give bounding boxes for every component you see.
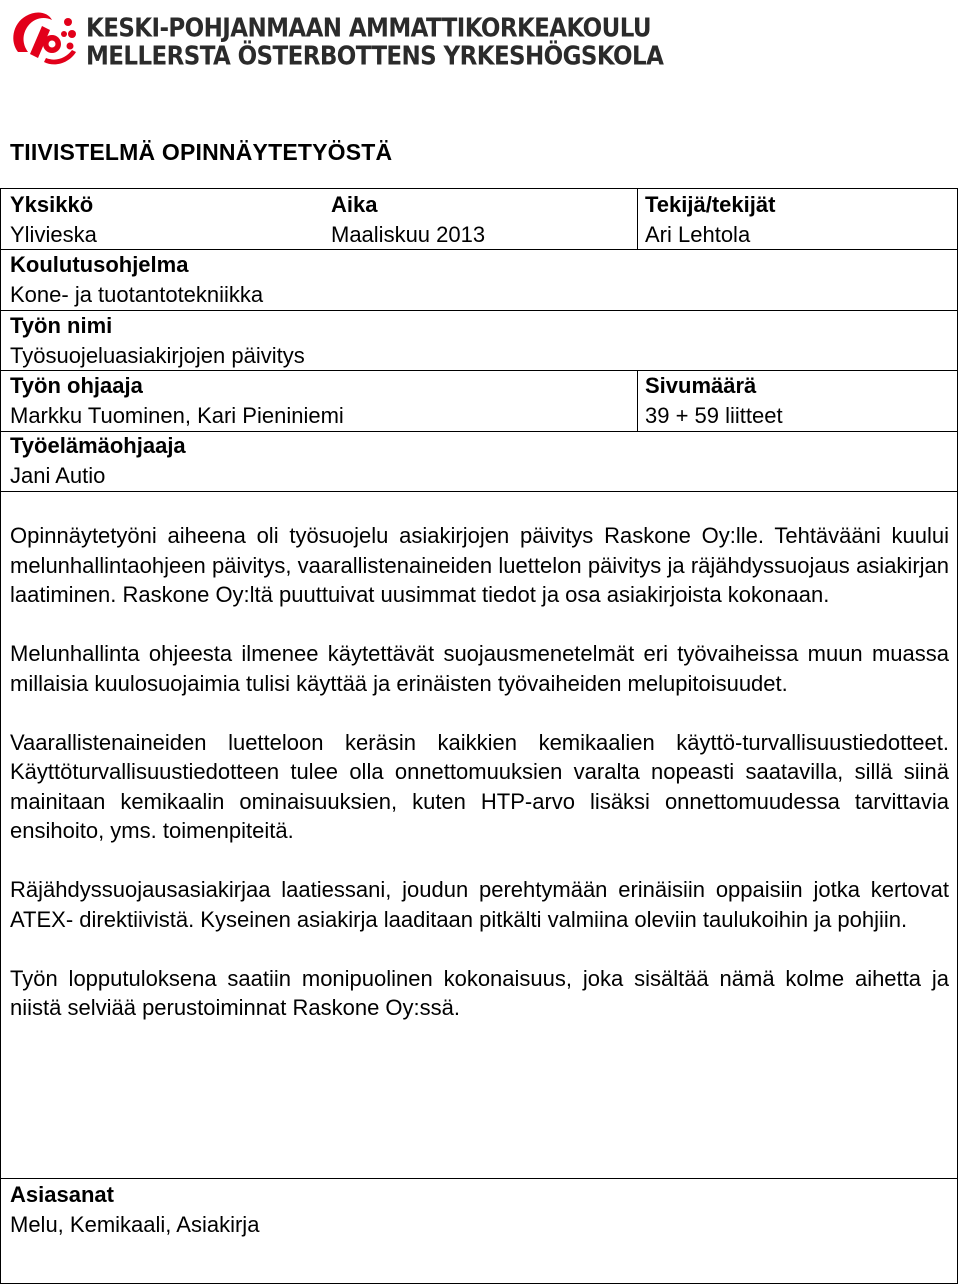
abstract-paragraph: Räjähdyssuojausasiakirjaa laatiessani, joudun perehtymään erinäisiin oppaisiin jotka kertovat ATEX- direktiivistä. Kyseinen asiakirja laaditaan pitkälti valmiina oleviin taulukoihin ja pohjiin. (10, 877, 949, 932)
field-unit (10, 190, 97, 250)
university-header (8, 6, 664, 72)
field-label: Työelämäohjaaja (10, 433, 186, 458)
university-name-swedish: MELLERSTA ÖSTERBOTTENS YRKESHÖGSKOLA (86, 42, 664, 72)
keywords-value: Melu, Kemikaali, Asiakirja (10, 1212, 260, 1237)
field-label: Koulutusohjelma (10, 252, 189, 277)
field-value: Markku Tuominen, Kari Pieniniemi (10, 403, 344, 428)
column-divider (637, 189, 638, 249)
field-label: Työn nimi (10, 313, 113, 338)
field-value: Ari Lehtola (645, 222, 751, 247)
field-work-name (10, 311, 305, 371)
field-author (645, 190, 775, 250)
abstract-text (10, 521, 949, 1052)
column-divider (637, 370, 638, 431)
field-pages (645, 371, 783, 431)
field-supervisor (10, 371, 344, 431)
field-label: Sivumäärä (645, 373, 757, 398)
university-name-finnish: KESKI-POHJANMAAN AMMATTIKORKEAKOULU (86, 14, 652, 44)
field-value: Kone- ja tuotantotekniikka (10, 282, 264, 307)
field-value: Maaliskuu 2013 (331, 222, 486, 247)
field-programme (10, 250, 263, 310)
university-logo-icon (8, 6, 80, 70)
field-value: Työsuojeluasiakirjojen päivitys (10, 343, 305, 368)
row-divider (1, 1178, 957, 1179)
abstract-paragraph: Työn lopputuloksena saatiin monipuolinen kokonaisuus, joka sisältää nämä kolme aihetta ja niistä selviää perustoiminnat Raskone Oy:ssä. (10, 965, 949, 1020)
field-label: Työn ohjaaja (10, 373, 143, 398)
field-label: Tekijä/tekijät (645, 192, 776, 217)
field-time (331, 190, 485, 250)
document-title: TIIVISTELMÄ OPINNÄYTETYÖSTÄ (10, 139, 393, 165)
field-label: Yksikkö (10, 192, 94, 217)
field-value: 39 + 59 liitteet (645, 403, 783, 428)
keywords-section (10, 1180, 259, 1240)
field-label: Aika (331, 192, 378, 217)
field-value: Jani Autio (10, 463, 106, 488)
keywords-label: Asiasanat (10, 1182, 114, 1207)
row-divider (1, 491, 957, 492)
abstract-paragraph: Vaarallistenaineiden luetteloon keräsin kaikkien kemikaalien käyttö-turvallisuustiedotteet. Käyttöturvallisuustiedotteen tulee olla onnettomuuksien varalta nopeasti saatavilla, sillä siinä mainitaan kemikaalin ominaisuuksien, kuten HTP-arvo lisäksi onnettomuudessa tarvittavia ensihoito, yms. toimenpiteitä. (10, 729, 949, 843)
abstract-paragraph: Melunhallinta ohjeesta ilmenee käytettävät suojausmenetelmät eri työvaiheissa muun muassa millaisia kuulosuojaimia tulisi käyttää ja erinäisten työvaiheiden melupitoisuudet. (10, 641, 949, 696)
field-value: Ylivieska (10, 222, 97, 247)
abstract-paragraph: Opinnäytetyöni aiheena oli työsuojelu asiakirjojen päivitys Raskone Oy:lle. Tehtävääni kuului melunhallintaohjeen päivitys, vaarallistenaineiden luettelon päivitys ja räjähdyssuojaus asiakirjan laatiminen. Raskone Oy:ltä puuttuivat uusimmat tiedot ja osa asiakirjoista kokonaan. (10, 523, 949, 607)
field-work-supervisor (10, 431, 186, 491)
